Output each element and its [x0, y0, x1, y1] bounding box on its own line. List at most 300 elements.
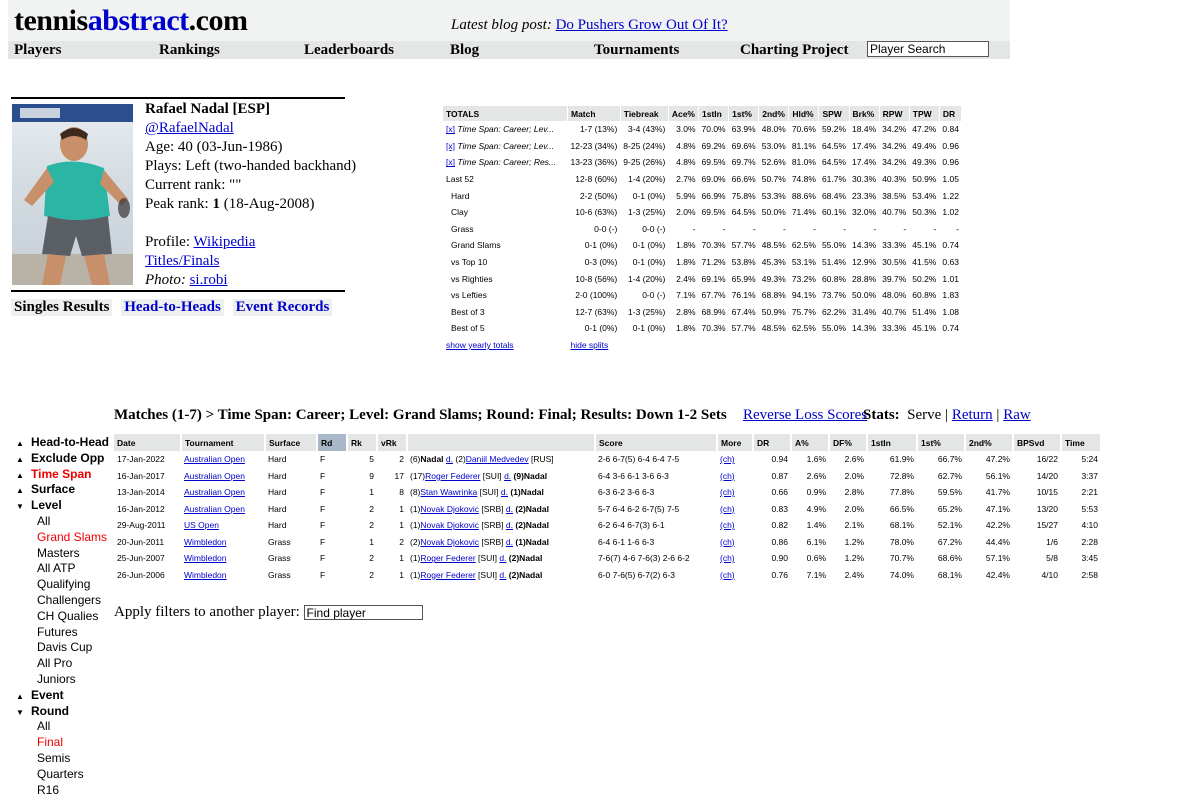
match-players — [407, 468, 595, 485]
totals-cell: 0-0 (-) — [594, 223, 618, 234]
sidebar-h2h[interactable] — [16, 435, 109, 451]
totals-cell: 5.9% — [676, 190, 696, 201]
totals-cell: 75.8% — [731, 190, 756, 201]
apply-filters-label: Apply filters to another player: — [114, 604, 300, 620]
totals-cell: - — [782, 223, 786, 234]
totals-row — [443, 237, 962, 254]
match-stat-bpsvd: 14/20 — [1036, 470, 1058, 481]
match-stat-first-in: 68.1% — [889, 520, 914, 531]
sidebar-option[interactable]: All ATP — [37, 561, 76, 576]
match-stat-first-in: 78.0% — [889, 536, 914, 547]
totals-cell: 0.74 — [942, 240, 959, 251]
player-link[interactable]: Daniil Medvedev — [465, 454, 529, 465]
player-profile — [145, 100, 356, 290]
match-tournament — [181, 484, 265, 501]
winner-seed: (17) — [410, 470, 426, 481]
totals-header-12: DR — [939, 106, 962, 121]
stats-raw-link[interactable]: Raw — [1003, 407, 1031, 423]
totals-cell: 70.0% — [701, 124, 726, 135]
player-link[interactable]: Stan Wawrinka — [420, 487, 478, 498]
totals-row — [443, 204, 962, 221]
match-score: 6-3 6-2 3-6 6-3 — [598, 487, 655, 498]
player-country: [SUI] — [479, 487, 499, 498]
totals-cell: 8-25 (24%) — [623, 140, 666, 151]
totals-cell: 59.2% — [821, 124, 847, 135]
stats-return-link[interactable]: Return — [951, 407, 993, 423]
totals-cell: 1.05 — [942, 174, 959, 185]
match-score: 2-6 6-7(5) 6-4 6-4 7-5 — [598, 454, 680, 465]
totals-cell: 34.2% — [882, 157, 907, 168]
totals-cell: 69.5% — [701, 207, 726, 218]
winner-seed: (1) — [410, 520, 421, 531]
match-round: F — [320, 454, 326, 465]
totals-cell: 30.5% — [882, 257, 907, 268]
sidebar-option[interactable]: Qualifying — [37, 577, 91, 592]
match-stat-first-pct: 65.2% — [937, 503, 962, 514]
match-score: 5-7 6-4 6-2 6-7(5) 7-5 — [598, 503, 680, 514]
matches-header-5[interactable]: vRk — [377, 434, 407, 451]
defeated-link[interactable]: d. — [445, 454, 454, 465]
split-label: vs Lefties — [451, 290, 487, 301]
defeated-link[interactable]: d. — [504, 470, 512, 481]
charting-link[interactable]: (ch) — [720, 536, 735, 547]
totals-cell: 12-8 (60%) — [575, 174, 618, 185]
totals-cell: 75.7% — [791, 306, 816, 317]
sidebar-option[interactable]: All — [37, 719, 51, 734]
totals-cell: 2-2 (50%) — [579, 190, 618, 201]
match-surface: Grass — [268, 536, 291, 547]
match-stat-dr: 0.90 — [771, 553, 788, 564]
totals-cell: 0.74 — [942, 323, 959, 334]
player-name: (1)Nadal — [510, 487, 544, 498]
totals-cell: 49.3% — [912, 157, 937, 168]
totals-header-5: 1st% — [729, 106, 759, 121]
sidebar-option[interactable]: Quarters — [37, 766, 84, 781]
tab-head-to-heads[interactable]: Head-to-Heads — [121, 299, 224, 316]
sidebar-header-label: Surface — [31, 482, 76, 497]
tournament-link[interactable]: US Open — [184, 520, 219, 531]
defeated-link[interactable]: d. — [505, 503, 514, 514]
defeated-link[interactable]: d. — [505, 536, 514, 547]
match-surface: Hard — [268, 487, 287, 498]
match-stat-first-pct: 68.1% — [937, 569, 962, 580]
totals-cell: 38.5% — [882, 190, 907, 201]
player-link[interactable]: Roger Federer — [425, 470, 481, 481]
totals-cell: 50.0% — [852, 290, 877, 301]
sidebar-option[interactable]: Final — [37, 735, 64, 750]
match-more — [717, 468, 753, 485]
totals-cell: 32.0% — [852, 207, 877, 218]
nav-players[interactable]: Players — [14, 42, 62, 58]
totals-cell: 2.7% — [676, 174, 696, 185]
tournament-link[interactable]: Wimbledon — [184, 536, 227, 547]
matches-header-3[interactable]: Rd — [317, 434, 347, 451]
match-stat-bpsvd: 13/20 — [1036, 503, 1058, 514]
match-tournament — [181, 534, 265, 551]
logo-text-3: .com — [188, 4, 248, 37]
totals-header-10: RPW — [879, 106, 909, 121]
peak-rank-date: (18-Aug-2008) — [223, 196, 315, 212]
find-player-input[interactable] — [304, 605, 423, 620]
match-more — [717, 484, 753, 501]
matches-header-0[interactable]: Date — [114, 434, 181, 451]
match-stat-a: 1.6% — [806, 454, 826, 465]
sidebar-exclude[interactable] — [16, 451, 109, 467]
nav-charting-project[interactable]: Charting Project — [740, 42, 849, 58]
totals-cell: 1-4 (20%) — [628, 273, 666, 284]
totals-cell: 69.0% — [701, 174, 726, 185]
sidebar-option[interactable]: Challengers — [37, 592, 102, 607]
matches-table — [114, 434, 1102, 583]
totals-cell: 0-1 (0%) — [584, 323, 618, 334]
match-tournament — [181, 567, 265, 584]
matches-header-13[interactable]: 1st% — [917, 434, 965, 451]
sidebar-option[interactable]: Semis — [37, 750, 71, 765]
match-stat-first-in: 77.8% — [889, 487, 914, 498]
match-tournament — [181, 451, 265, 468]
player-name: Nadal — [420, 454, 444, 465]
player-photo-illustration — [12, 104, 133, 285]
player-link[interactable]: Roger Federer — [420, 569, 476, 580]
totals-cell: 68.8% — [761, 290, 786, 301]
totals-cell: 34.2% — [882, 140, 907, 151]
sidebar-header-label: Round — [31, 703, 69, 718]
matches-header-11[interactable]: DF% — [829, 434, 867, 451]
site-logo[interactable] — [14, 4, 247, 38]
defeated-link[interactable]: d. — [505, 520, 514, 531]
totals-header-2: Tiebreak — [620, 106, 668, 121]
totals-cell: 60.8% — [912, 290, 937, 301]
charting-link[interactable]: (ch) — [720, 470, 735, 481]
player-country: [SUI] — [478, 569, 497, 580]
player-country: [SRB] — [481, 520, 504, 531]
defeated-link[interactable]: d. — [499, 553, 507, 564]
match-tournament — [181, 468, 265, 485]
charting-link[interactable]: (ch) — [720, 487, 735, 498]
totals-cell: 73.2% — [791, 273, 816, 284]
match-date: 20-Jun-2011 — [117, 536, 165, 547]
totals-row-label — [443, 320, 568, 337]
sidebar-timespan[interactable] — [16, 467, 109, 483]
reverse-loss-scores-link[interactable]: Reverse Loss Scores — [743, 407, 868, 423]
nav-blog[interactable]: Blog — [450, 42, 480, 58]
tournament-link[interactable]: Australian Open — [184, 454, 245, 465]
totals-row — [443, 254, 962, 271]
stats-sep-1: | — [945, 407, 949, 423]
sidebar-surface[interactable] — [16, 482, 109, 498]
profile-bottom-rule — [11, 290, 345, 292]
matches-header-row — [114, 434, 1101, 451]
match-stat-bpsvd: 16/22 — [1036, 454, 1058, 465]
tournament-link[interactable]: Australian Open — [184, 503, 245, 514]
match-stat-a: 1.4% — [806, 520, 826, 531]
match-row — [114, 567, 1101, 584]
totals-cell: 50.9% — [761, 306, 786, 317]
totals-cell: 70.3% — [701, 323, 726, 334]
match-row — [114, 451, 1101, 468]
match-stat-first-pct: 52.1% — [937, 520, 962, 531]
split-label: Best of 5 — [451, 323, 485, 334]
totals-cell: 94.1% — [791, 290, 816, 301]
totals-cell: 1.08 — [942, 306, 959, 317]
totals-body — [443, 121, 962, 337]
matches-header-10[interactable]: A% — [791, 434, 829, 451]
sidebar-event[interactable] — [16, 688, 109, 704]
tournament-link[interactable]: Wimbledon — [184, 569, 227, 580]
match-stat-bpsvd: 1/6 — [1046, 536, 1058, 547]
totals-cell: 0.63 — [942, 257, 959, 268]
match-score: 6-4 3-6 6-1 3-6 6-3 — [598, 470, 669, 481]
split-label: Grand Slams — [451, 240, 501, 251]
totals-cell: 69.6% — [731, 140, 756, 151]
sidebar-option[interactable]: R16 — [37, 782, 60, 797]
match-stat-bpsvd: 4/10 — [1041, 569, 1058, 580]
match-more — [717, 534, 753, 551]
totals-cell: 28.8% — [852, 273, 877, 284]
totals-cell: 49.4% — [912, 140, 937, 151]
totals-cell: 17.4% — [852, 157, 877, 168]
totals-cell: 30.3% — [852, 174, 877, 185]
player-name: (2)Nadal — [515, 520, 549, 531]
player-link[interactable]: Novak Djokovic — [420, 536, 479, 547]
caret-up-icon: ▲ — [16, 470, 24, 480]
matches-header-12[interactable]: 1stIn — [867, 434, 917, 451]
show-yearly-totals-link[interactable]: show yearly totals — [446, 340, 514, 351]
wikipedia-link[interactable]: Wikipedia — [193, 234, 256, 250]
totals-cell: 39.7% — [882, 273, 907, 284]
match-opp-rank: 8 — [399, 487, 404, 498]
match-surface: Grass — [268, 569, 291, 580]
matches-header-15[interactable]: BPSvd — [1013, 434, 1061, 451]
player-photo — [12, 104, 133, 285]
twitter-link[interactable]: @RafaelNadal — [145, 120, 234, 136]
charting-link[interactable]: (ch) — [720, 553, 735, 564]
sidebar-option[interactable]: Juniors — [37, 671, 76, 686]
remove-filter-link[interactable]: [x] — [446, 140, 455, 151]
defeated-link[interactable]: d. — [499, 569, 507, 580]
totals-cell: 50.9% — [912, 174, 937, 185]
totals-cell: 53.1% — [791, 257, 816, 268]
totals-row-label — [443, 270, 568, 287]
match-stat-second-pct: 41.7% — [985, 487, 1010, 498]
charting-link[interactable]: (ch) — [720, 520, 735, 531]
totals-cell: - — [873, 223, 877, 234]
nav-tournaments[interactable]: Tournaments — [594, 42, 680, 58]
matches-header-14[interactable]: 2nd% — [965, 434, 1013, 451]
match-score: 7-6(7) 4-6 7-6(3) 2-6 6-2 — [598, 553, 690, 564]
match-round: F — [320, 503, 326, 514]
match-surface: Hard — [268, 503, 287, 514]
apply-filters — [114, 604, 423, 621]
tournament-link[interactable]: Australian Open — [184, 487, 245, 498]
totals-row-label — [443, 154, 568, 171]
matches-header-8[interactable]: More — [717, 434, 753, 451]
totals-cell: 17.4% — [852, 140, 877, 151]
match-score: 6-4 6-1 1-6 6-3 — [598, 536, 655, 547]
sidebar-option[interactable]: Grand Slams — [37, 529, 108, 544]
charting-link[interactable]: (ch) — [720, 503, 735, 514]
sidebar-option[interactable]: CH Qualies — [37, 608, 99, 623]
remove-filter-link[interactable]: [x] — [446, 157, 455, 168]
charting-link[interactable]: (ch) — [720, 569, 735, 580]
sidebar-option[interactable]: Masters — [37, 545, 80, 560]
match-rank: 9 — [369, 470, 374, 481]
matches-header-16[interactable]: Time — [1061, 434, 1101, 451]
match-row — [114, 517, 1101, 534]
remove-filter-link[interactable]: [x] — [446, 124, 455, 135]
player-search-input[interactable] — [867, 41, 989, 57]
peak-rank-label: Peak rank: — [145, 196, 209, 212]
stats-label: Stats: — [863, 407, 900, 423]
match-more — [717, 550, 753, 567]
split-label: vs Top 10 — [451, 257, 488, 268]
match-more — [717, 517, 753, 534]
matches-header-4[interactable]: Rk — [347, 434, 377, 451]
charting-link[interactable]: (ch) — [720, 454, 735, 465]
totals-row — [443, 221, 962, 238]
totals-cell: 51.4% — [912, 306, 937, 317]
match-stat-a: 2.6% — [806, 470, 826, 481]
defeated-link[interactable]: d. — [500, 487, 508, 498]
match-rank: 5 — [369, 454, 374, 465]
sidebar-header-label: Level — [31, 498, 62, 513]
totals-cell: 53.3% — [761, 190, 786, 201]
blog-post-link[interactable]: Do Pushers Grow Out Of It? — [555, 17, 728, 33]
totals-cell: - — [933, 223, 937, 234]
sidebar-option[interactable]: All — [37, 513, 51, 528]
player-link[interactable]: Roger Federer — [420, 553, 476, 564]
totals-cell: 0-1 (0%) — [632, 257, 666, 268]
match-players — [407, 550, 595, 567]
totals-cell: 61.7% — [821, 174, 847, 185]
player-name: (2)Nadal — [508, 569, 543, 580]
player-age: Age: 40 (03-Jun-1986) — [145, 139, 283, 155]
filter-label: Time Span: Career; Lev... — [457, 124, 554, 135]
match-tournament — [181, 550, 265, 567]
split-label: vs Righties — [451, 273, 493, 284]
match-stat-first-pct: 67.2% — [937, 536, 962, 547]
totals-cell: 0-1 (0%) — [632, 190, 666, 201]
totals-cell: 1.8% — [676, 257, 696, 268]
sidebar-level[interactable] — [16, 498, 109, 514]
totals-cell: 40.3% — [882, 174, 907, 185]
match-stat-first-in: 61.9% — [889, 454, 914, 465]
nav-leaderboards[interactable]: Leaderboards — [304, 42, 394, 58]
sidebar-option[interactable]: All Pro — [37, 656, 73, 671]
totals-header-3: Ace% — [668, 106, 698, 121]
totals-cell: 34.2% — [882, 124, 907, 135]
match-date: 17-Jan-2022 — [117, 454, 165, 465]
totals-cell: 48.5% — [761, 240, 786, 251]
totals-row-label — [443, 304, 568, 321]
totals-cell: 73.7% — [821, 290, 847, 301]
totals-cell: 2.4% — [676, 273, 696, 284]
match-players — [407, 567, 595, 584]
caret-down-icon: ▼ — [16, 707, 24, 717]
totals-cell: 2.0% — [676, 207, 696, 218]
match-stat-dr: 0.83 — [771, 503, 788, 514]
totals-cell: 64.5% — [821, 157, 847, 168]
sidebar-option[interactable]: Davis Cup — [37, 640, 93, 655]
tournament-link[interactable]: Wimbledon — [184, 553, 227, 564]
sidebar-header-label: Time Span — [31, 466, 92, 481]
stats-selector — [863, 407, 1031, 424]
totals-cell: 62.5% — [791, 240, 816, 251]
logo-text-2: abstract — [87, 4, 189, 37]
sidebar-header-label: Exclude Opp — [31, 450, 105, 465]
totals-cell: 2.8% — [676, 306, 696, 317]
totals-cell: 10-6 (63%) — [575, 207, 618, 218]
titles-finals-link[interactable]: Titles/Finals — [145, 253, 220, 269]
match-players — [407, 534, 595, 551]
totals-cell: 71.4% — [791, 207, 816, 218]
match-stat-first-pct: 66.7% — [937, 454, 962, 465]
hide-splits-link[interactable]: hide splits — [570, 340, 609, 351]
match-opp-rank: 17 — [394, 470, 404, 481]
totals-cell: 47.2% — [912, 124, 937, 135]
totals-cell: 69.7% — [731, 157, 756, 168]
totals-cell: 10-8 (56%) — [575, 273, 618, 284]
match-row — [114, 468, 1101, 485]
matches-header-9[interactable]: DR — [753, 434, 791, 451]
totals-cell: 69.2% — [701, 140, 726, 151]
player-link[interactable]: Novak Djokovic — [420, 520, 479, 531]
photo-credit-link[interactable]: si.robi — [189, 272, 228, 288]
loser-seed: (2) — [455, 454, 466, 465]
sidebar-round[interactable] — [16, 704, 109, 720]
totals-cell: 13-23 (36%) — [570, 157, 618, 168]
player-country: [SUI] — [478, 553, 497, 564]
player-name: (1)Nadal — [515, 536, 549, 547]
nav-rankings[interactable]: Rankings — [159, 42, 220, 58]
match-stat-dr: 0.86 — [771, 536, 788, 547]
match-score: 6-0 7-6(5) 6-7(2) 6-3 — [598, 569, 676, 580]
match-rank: 1 — [369, 487, 374, 498]
tab-event-records[interactable]: Event Records — [233, 299, 333, 316]
player-link[interactable]: Novak Djokovic — [420, 503, 479, 514]
totals-cell: 1-3 (25%) — [628, 207, 666, 218]
totals-header-4: 1stIn — [699, 106, 729, 121]
winner-seed: (6) — [410, 454, 421, 465]
totals-row — [443, 187, 962, 204]
tournament-link[interactable]: Australian Open — [184, 470, 245, 481]
match-stat-bpsvd: 15/27 — [1036, 520, 1058, 531]
match-surface: Hard — [268, 454, 287, 465]
matches-header-6[interactable] — [407, 434, 595, 451]
photo-credit — [145, 271, 356, 290]
totals-cell: 9-25 (26%) — [623, 157, 666, 168]
totals-cell: 50.0% — [761, 207, 786, 218]
totals-row-label — [443, 138, 568, 155]
totals-cell: 2-0 (100%) — [575, 290, 618, 301]
totals-cell: 81.1% — [791, 140, 816, 151]
totals-cell: 50.3% — [912, 207, 937, 218]
totals-cell: - — [692, 223, 696, 234]
totals-header-1: Match — [568, 106, 621, 121]
totals-row — [443, 121, 962, 138]
totals-cell: 64.5% — [731, 207, 756, 218]
totals-cell: 40.7% — [882, 207, 907, 218]
tab-singles-results[interactable]: Singles Results — [11, 299, 112, 316]
matches-header-1[interactable]: Tournament — [181, 434, 265, 451]
sidebar-option[interactable]: Futures — [37, 624, 78, 639]
split-label: Hard — [451, 190, 470, 201]
totals-cell: 1-4 (20%) — [628, 174, 666, 185]
matches-header-7[interactable]: Score — [595, 434, 717, 451]
matches-header-2[interactable]: Surface — [265, 434, 317, 451]
match-stat-first-in: 66.5% — [889, 503, 914, 514]
match-row — [114, 550, 1101, 567]
